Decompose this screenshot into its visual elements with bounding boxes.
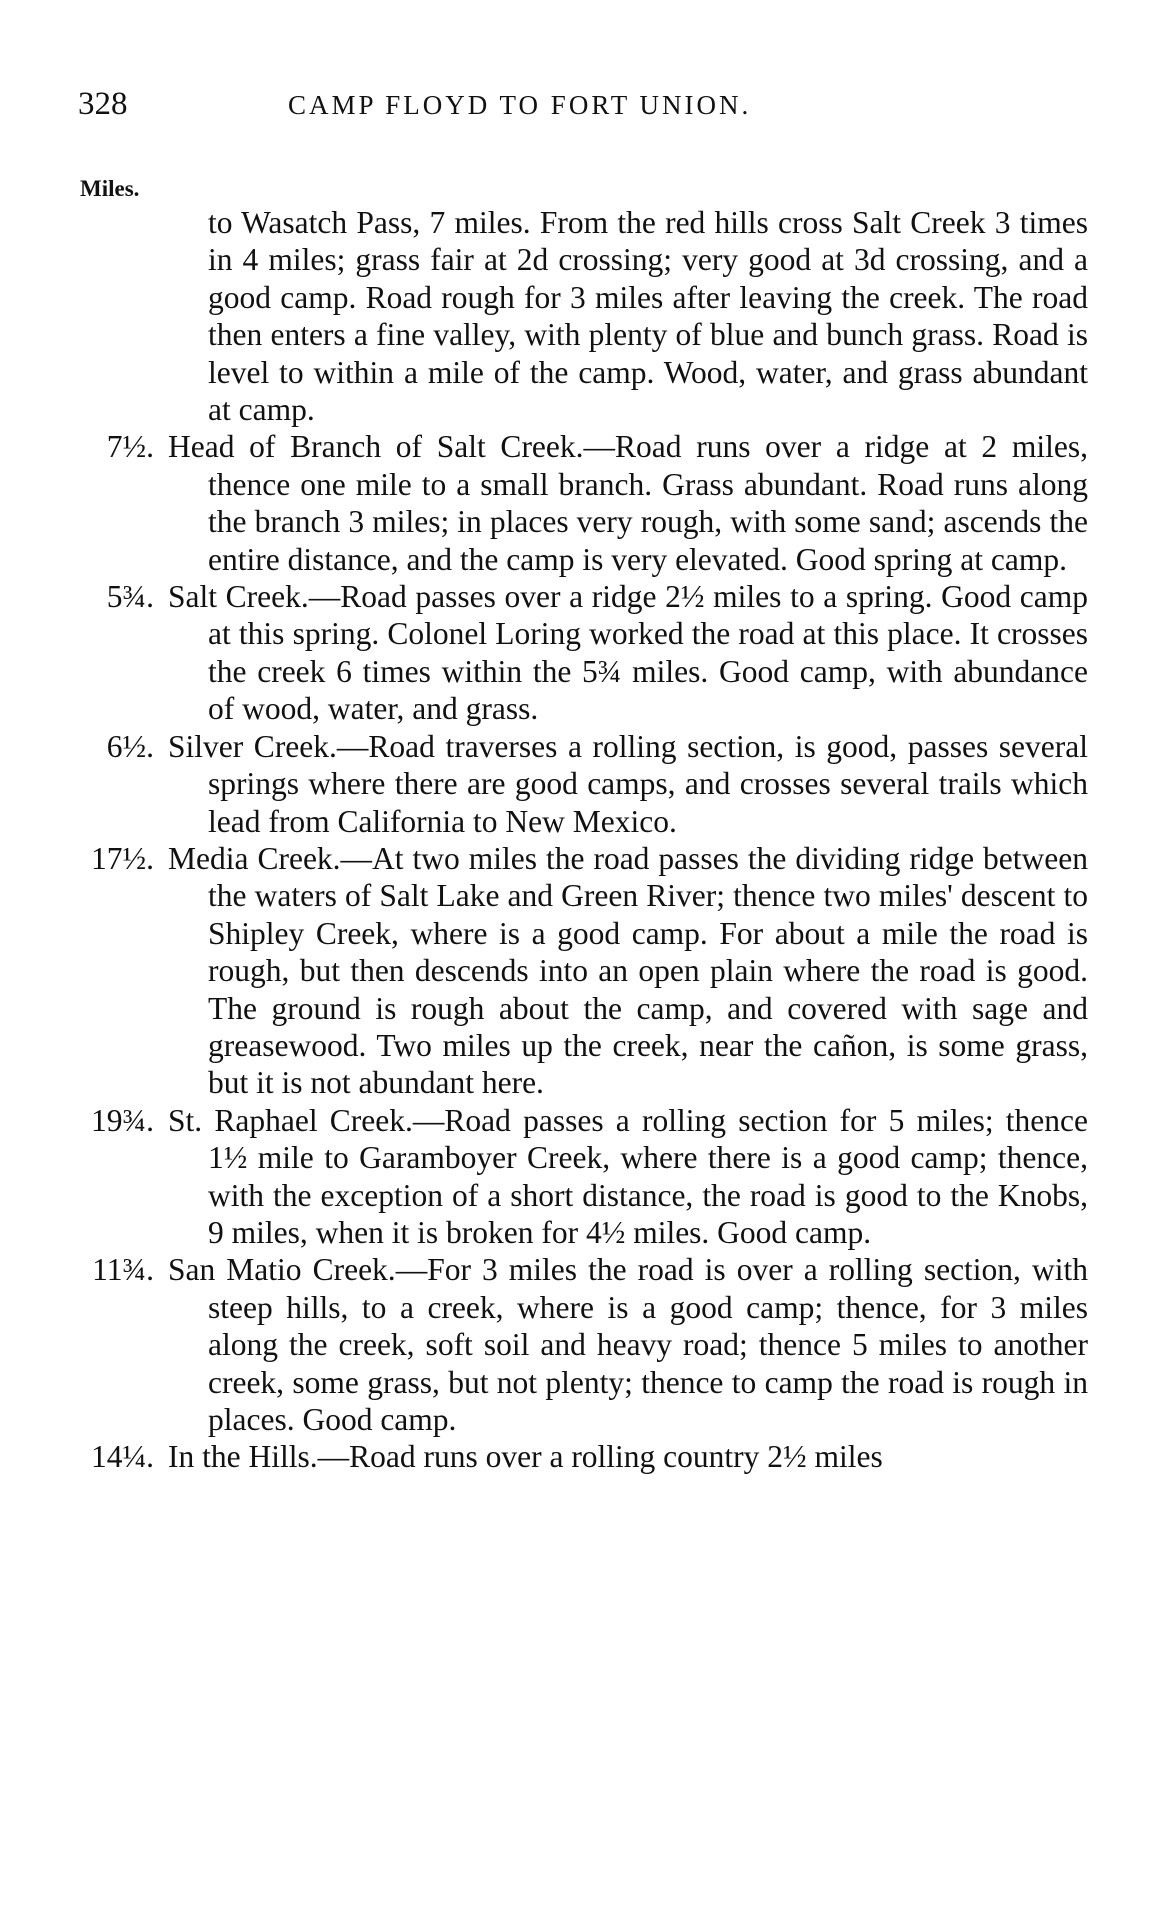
entry-title: Salt Creek. xyxy=(168,579,309,615)
entry-title: Head of Branch of Salt Creek. xyxy=(168,429,584,465)
entry-title: Media Creek. xyxy=(168,840,341,876)
entry-text: —Road passes a rolling section for 5 miles; thence 1½ mile to Garamboyer Creek, where there is a good camp; thence, with the exception of a short distance, the road is good to the Knobs, 9 miles, when it is broken for 4½ miles. Good camp. xyxy=(208,1102,1088,1250)
continuation-paragraph: to Wasatch Pass, 7 miles. From the red hills cross Salt Creek 3 times in 4 miles; grass fair at 2d crossing; very good at 3d crossing, and a good camp. Road rough for 3 miles after leaving the creek. The road then enters a fine valley, with plenty of blue and bunch grass. Road is level to within a mile of the camp. Wood, water, and grass abundant at camp. xyxy=(208,205,1088,428)
entry-text: —Road runs over a rolling country 2½ miles xyxy=(317,1439,883,1475)
itinerary-entry xyxy=(91,1438,1088,1475)
entry-miles: 5¾. xyxy=(106,579,154,615)
entry-text: —Road traverses a rolling section, is good, passes several springs where there are good camps, and crosses several trails which lead from California to New Mexico. xyxy=(208,728,1088,839)
entry-text: —At two miles the road passes the dividing ridge between the waters of Salt Lake and Green River; thence two miles' descent to Shipley Creek, where is a good camp. For about a mile the road is rough, but then descends into an open plain where the road is good. The ground is rough about the camp, and covered with sage and greasewood. Two miles up the creek, near the cañon, is some grass, but it is not abundant here. xyxy=(208,840,1088,1101)
itinerary-entry xyxy=(106,578,1088,728)
entry-title: In the Hills. xyxy=(168,1439,318,1475)
entry-text: —Road runs over a ridge at 2 miles, thence one mile to a small branch. Grass abundant. Road runs along the branch 3 miles; in places very rough, with some sand; ascends the entire distance, and the camp is very elevated. Good spring at camp. xyxy=(208,429,1088,577)
entry-title: St. Raphael Creek. xyxy=(168,1102,413,1138)
itinerary-entry xyxy=(92,1251,1088,1438)
miles-column-label: Miles. xyxy=(80,176,140,201)
entry-miles: 17½. xyxy=(91,840,154,876)
itinerary-entry xyxy=(91,840,1088,1102)
entry-title: San Matio Creek. xyxy=(168,1252,396,1288)
page-header xyxy=(78,86,1088,126)
itinerary-entry xyxy=(106,728,1088,840)
entry-miles: 6½. xyxy=(106,728,154,764)
entry-text: —Road passes over a ridge 2½ miles to a spring. Good camp at this spring. Colonel Loring worked the road at this place. It crosses the creek 6 times within the 5¾ miles. Good camp, with abundance of wood, water, and grass. xyxy=(208,579,1088,727)
itinerary-text xyxy=(0,204,1158,1476)
entry-miles: 14¼. xyxy=(91,1439,154,1475)
page-number: 328 xyxy=(78,86,128,122)
entry-miles: 7½. xyxy=(106,429,154,465)
itinerary-entry xyxy=(106,428,1088,578)
running-head: CAMP FLOYD TO FORT UNION. xyxy=(288,90,752,120)
entry-miles: 11¾. xyxy=(92,1252,154,1288)
entry-title: Silver Creek. xyxy=(168,728,337,764)
entry-miles: 19¾. xyxy=(91,1102,154,1138)
itinerary-entry xyxy=(91,1102,1088,1252)
entry-text: —For 3 miles the road is over a rolling section, with steep hills, to a creek, where is a good camp; thence, for 3 miles along the creek, soft soil and heavy road; thence 5 miles to another creek, some grass, but not plenty; thence to camp the road is rough in places. Good camp. xyxy=(208,1252,1088,1437)
